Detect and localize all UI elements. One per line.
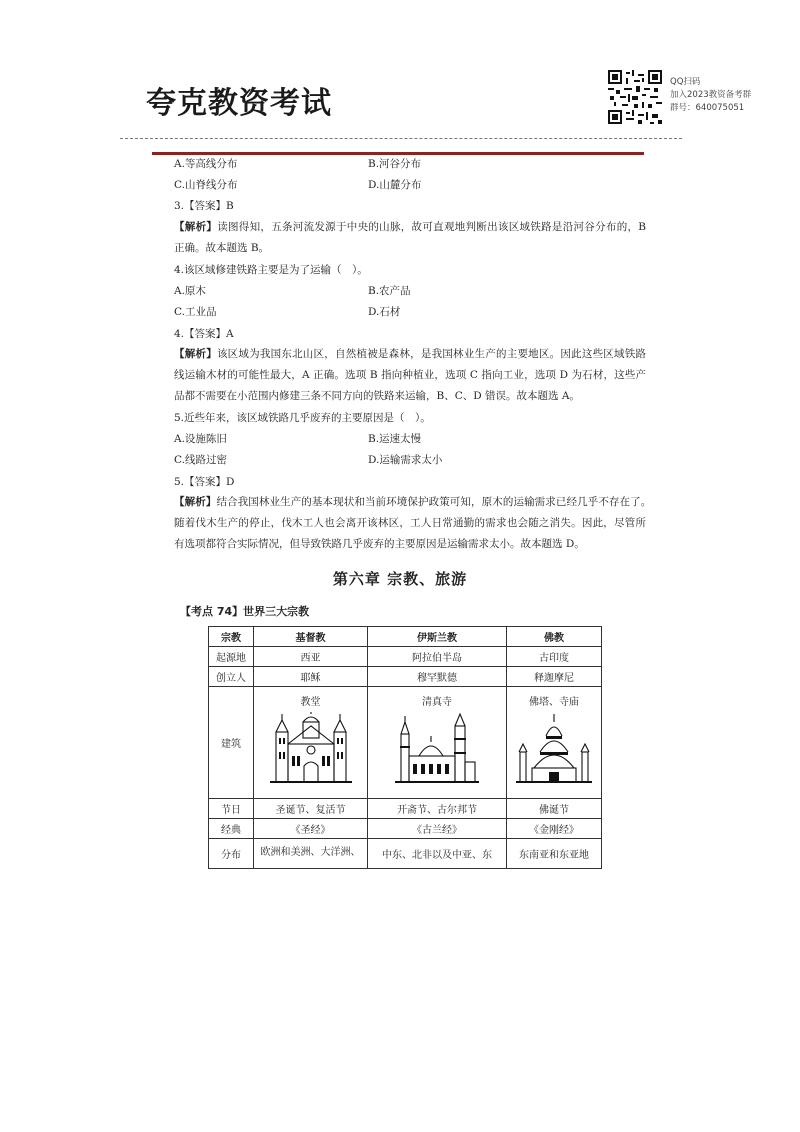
pagoda-label: 佛塔、寺庙 [529,697,579,708]
table-row [209,839,602,869]
q4-options-row-1 [174,281,644,302]
qr-line-3: 群号：640075051 [670,103,745,113]
table-cell: 《圣经》 [254,819,368,839]
table-header-row [209,627,602,647]
q3-analysis-label: 【解析】 [174,221,218,233]
religions-table [208,626,602,869]
q4-analysis [174,344,646,408]
q3-answer: 3.【答案】B [174,200,234,213]
table-row [209,819,602,839]
mosque-icon [395,712,479,784]
q3-option-b: B.河谷分布 [368,158,422,170]
q4-stem: 4.该区域修建铁路主要是为了运输（ ）。 [174,264,368,276]
table-cell: 古印度 [507,647,602,667]
q3-options-row-2 [174,175,644,196]
table-header-cell: 伊斯兰教 [368,627,507,647]
q3-option-d: D.山麓分布 [368,179,422,192]
q4-block [174,260,644,345]
pagoda-icon [516,712,592,784]
church-cell [254,687,368,799]
row-label: 建筑 [209,687,254,799]
table-row [209,667,602,687]
church-label: 教堂 [300,697,321,708]
q5-answer: 5.【答案】D [174,475,235,488]
q3-option-c: C.山脊线分布 [174,179,238,192]
pagoda-cell [507,687,602,799]
brand-title: 夸克教资考试 [146,86,332,121]
table-cell: 释迦摩尼 [507,667,602,687]
q5-stem: 5.近些年来，该区域铁路几乎废弃的主要原因是（ ）。 [174,412,431,424]
church-icon [270,712,352,784]
table-cell: 欧洲和美洲、大洋洲、 [254,839,368,869]
table-row [209,687,602,799]
q4-answer: 4.【答案】A [174,327,234,340]
table-cell: 中东、北非以及中亚、东 [368,839,507,869]
q3-analysis-text: 读图得知，五条河流发源于中央的山脉，故可直观地判断出该区域铁路是沿河谷分布的，B 正确。故本题选 B。 [174,221,647,255]
table-cell: 开斋节、古尔邦节 [368,799,507,819]
q4-option-b: B.农产品 [368,285,411,298]
q4-analysis-label: 【解析】 [174,348,217,360]
qr-caption [670,76,751,115]
q4-option-d: D.石材 [368,306,401,319]
header-divider [120,138,682,139]
table-cell: 西亚 [254,647,368,667]
row-label: 起源地 [209,647,254,667]
q5-analysis-text: 结合我国林业生产的基本现状和当前环境保护政策可知，原木的运输需求已经几乎不存在了。 随着伐木生产的停止，伐木工人也会离开该林区，工人日常通勤的需求也会随之消失。因此，尽管所有选项都符合实际情况，但导致铁路几乎废弃的主要原因是运输需求太小。故本题选 D。 [174,496,657,551]
q4-option-a: A.原木 [174,285,206,298]
qr-code-icon [608,70,662,124]
table-cell: 东南亚和东亚地 [507,839,602,869]
row-label: 分布 [209,839,254,869]
qr-line-2: 加入2023教资备考群 [670,90,752,100]
table-cell: 穆罕默德 [368,667,507,687]
section-heading: 【考点 74】世界三大宗教 [180,605,310,618]
row-label: 经典 [209,819,254,839]
table-header-cell: 宗教 [209,627,254,647]
table-cell: 佛诞节 [507,799,602,819]
chapter-title: 第六章 宗教、旅游 [332,570,468,588]
mosque-cell [368,687,507,799]
row-label: 节日 [209,799,254,819]
row-label: 创立人 [209,667,254,687]
table-header-cell: 基督教 [254,627,368,647]
table-header-cell: 佛教 [507,627,602,647]
q5-block [174,408,644,493]
q5-option-b: B.运速太慢 [368,433,422,446]
table-row [209,799,602,819]
q5-analysis-label: 【解析】 [174,496,217,508]
q3-option-a: A.等高线分布 [174,158,238,170]
table-row [209,647,602,667]
q5-option-a: A.设施陈旧 [174,433,227,446]
qr-line-1: QQ扫码 [670,77,701,87]
q4-option-c: C.工业品 [174,306,217,319]
table-cell: 圣诞节、复活节 [254,799,368,819]
mosque-label: 清真寺 [422,697,452,708]
q5-option-c: C.线路过密 [174,454,227,467]
q4-options-row-2 [174,302,644,323]
table-cell: 阿拉伯半岛 [368,647,507,667]
table-cell: 《金刚经》 [507,819,602,839]
q5-options-row-2 [174,450,644,471]
q4-analysis-text: 该区域为我国东北山区，自然植被是森林，是我国林业生产的主要地区。因此这些区域铁路线运输木材的可能性最大，A 正确。选项 B 指向种植业，选项 C 指向工业，选项 D 为石材，这些产品都不需要在小范围内修建三条不同方向的铁路来运输，B、C、D 错误。故本题选 A。 [174,348,647,403]
q5-options-row-1 [174,429,644,450]
table-cell: 《古兰经》 [368,819,507,839]
q3-options-row-1 [174,154,644,175]
q5-analysis [174,492,657,556]
q3-analysis [174,217,646,259]
table-cell: 耶稣 [254,667,368,687]
q3-block [174,154,644,218]
q5-option-d: D.运输需求太小 [368,454,443,467]
